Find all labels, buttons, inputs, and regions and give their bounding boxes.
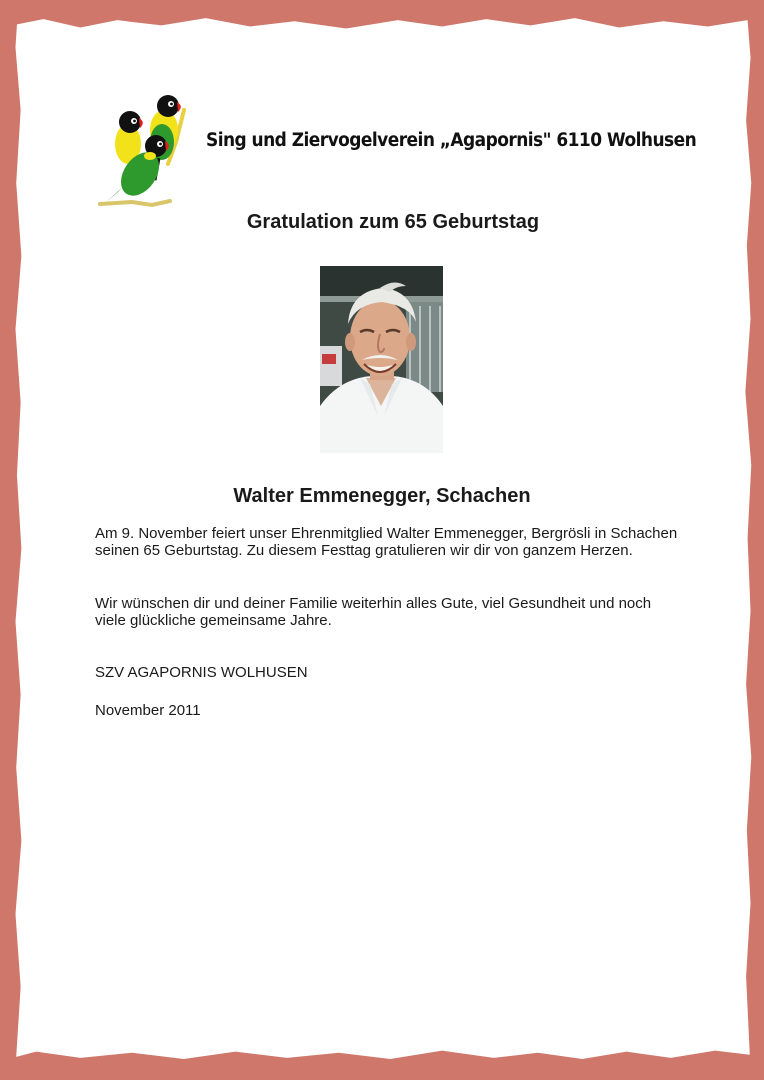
portrait-photo — [320, 266, 443, 453]
signature: SZV AGAPORNIS WOLHUSEN — [95, 664, 308, 681]
lovebird-logo-icon — [92, 92, 200, 214]
page-title: Gratulation zum 65 Geburtstag — [246, 211, 540, 233]
celebrant-name: Walter Emmenegger, Schachen — [233, 485, 531, 507]
club-name: Sing und Ziervogelverein „Agapornis" 6110 Wolhusen — [206, 130, 697, 151]
congratulation-paragraph: Am 9. November feiert unser Ehrenmitglied Walter Emmenegger, Bergrösli in Schachen seinen 65 Geburtstag. Zu diesem Festtag gratulieren wir dir von ganzem Herzen. — [95, 525, 678, 559]
date-line: November 2011 — [95, 702, 201, 719]
wishes-paragraph: Wir wünschen dir und deiner Familie weiterhin alles Gute, viel Gesundheit und noch viele glückliche gemeinsame Jahre. — [95, 595, 652, 629]
